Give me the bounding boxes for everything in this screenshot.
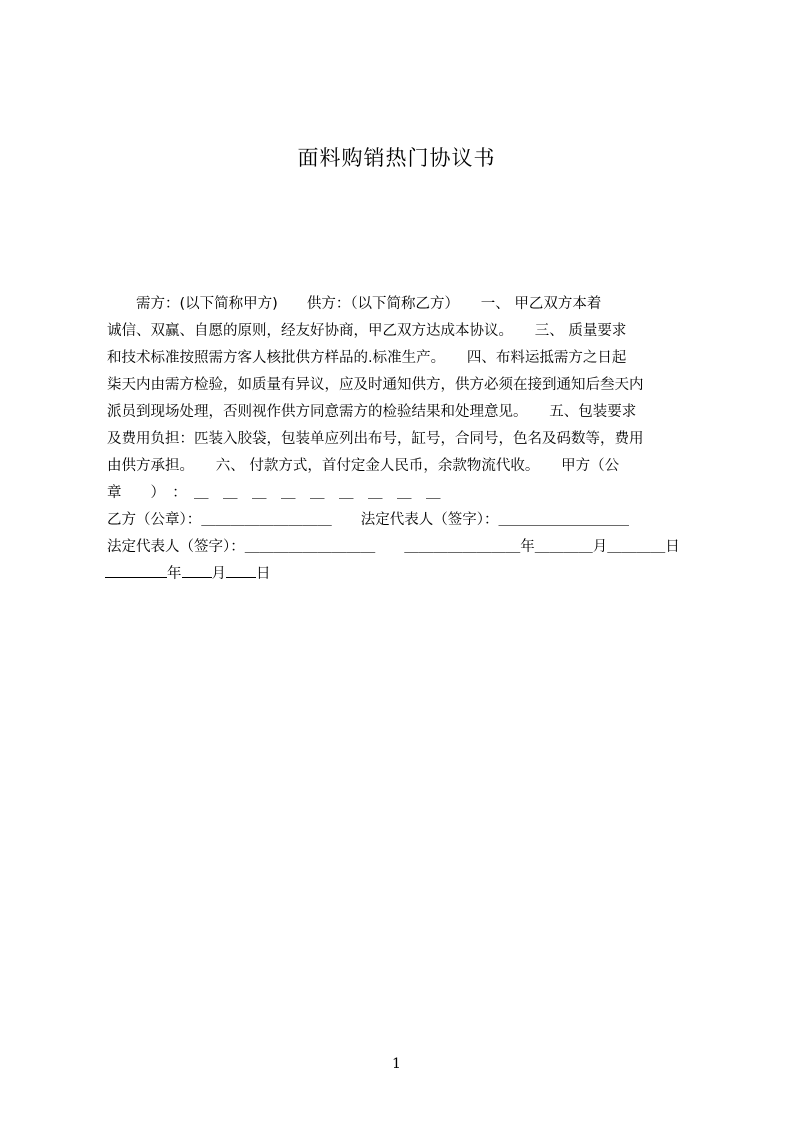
- month-blank: [182, 563, 212, 578]
- page-number: 1: [392, 1056, 401, 1072]
- year-blank: [105, 563, 167, 578]
- body-line-4: 柒天内由需方检验，如质量有异议，应及时通知供方，供方必须在接到通知后叁天内: [107, 377, 644, 393]
- body-line-5: 派员到现场处理，否则视作供方同意需方的检验结果和处理意见。 五、包装要求: [107, 404, 637, 420]
- body-line-6: 及费用负担：匹装入胶袋，包装单应列出布号，缸号，合同号，色名及码数等，费用: [107, 431, 644, 447]
- body-line-9: 乙方（公章）：＿＿＿＿＿＿＿＿＿ 法定代表人（签字）：＿＿＿＿＿＿＿＿＿: [107, 512, 629, 528]
- day-label: 日: [256, 566, 271, 582]
- body-line-10: 法定代表人（签字）：＿＿＿＿＿＿＿＿＿ ＿＿＿＿＿＿＿＿年＿＿＿＿月＿＿＿＿日: [107, 539, 680, 555]
- body-line-8: 章 ） ： ＿ ＿ ＿ ＿ ＿ ＿ ＿ ＿ ＿: [107, 485, 441, 501]
- body-line-3: 和技术标准按照需方客人核批供方样品的.标准生产。 四、布料运抵需方之日起: [107, 350, 627, 366]
- month-label: 月: [211, 566, 226, 582]
- day-blank: [226, 563, 256, 578]
- body-line-2: 诚信、双赢、自愿的原则，经友好协商，甲乙双方达成本协议。 三、 质量要求: [107, 323, 627, 339]
- year-label: 年: [167, 566, 182, 582]
- body-line-7: 由供方承担。 六、 付款方式，首付定金人民币，余款物流代收。 甲方（公: [107, 458, 620, 474]
- document-title: 面料购销热门协议书: [297, 146, 496, 170]
- date-line: [105, 562, 697, 583]
- body-line-1: 需方：(以下简称甲方) 供方：（以下简称乙方） 一、 甲乙双方本着: [107, 296, 602, 312]
